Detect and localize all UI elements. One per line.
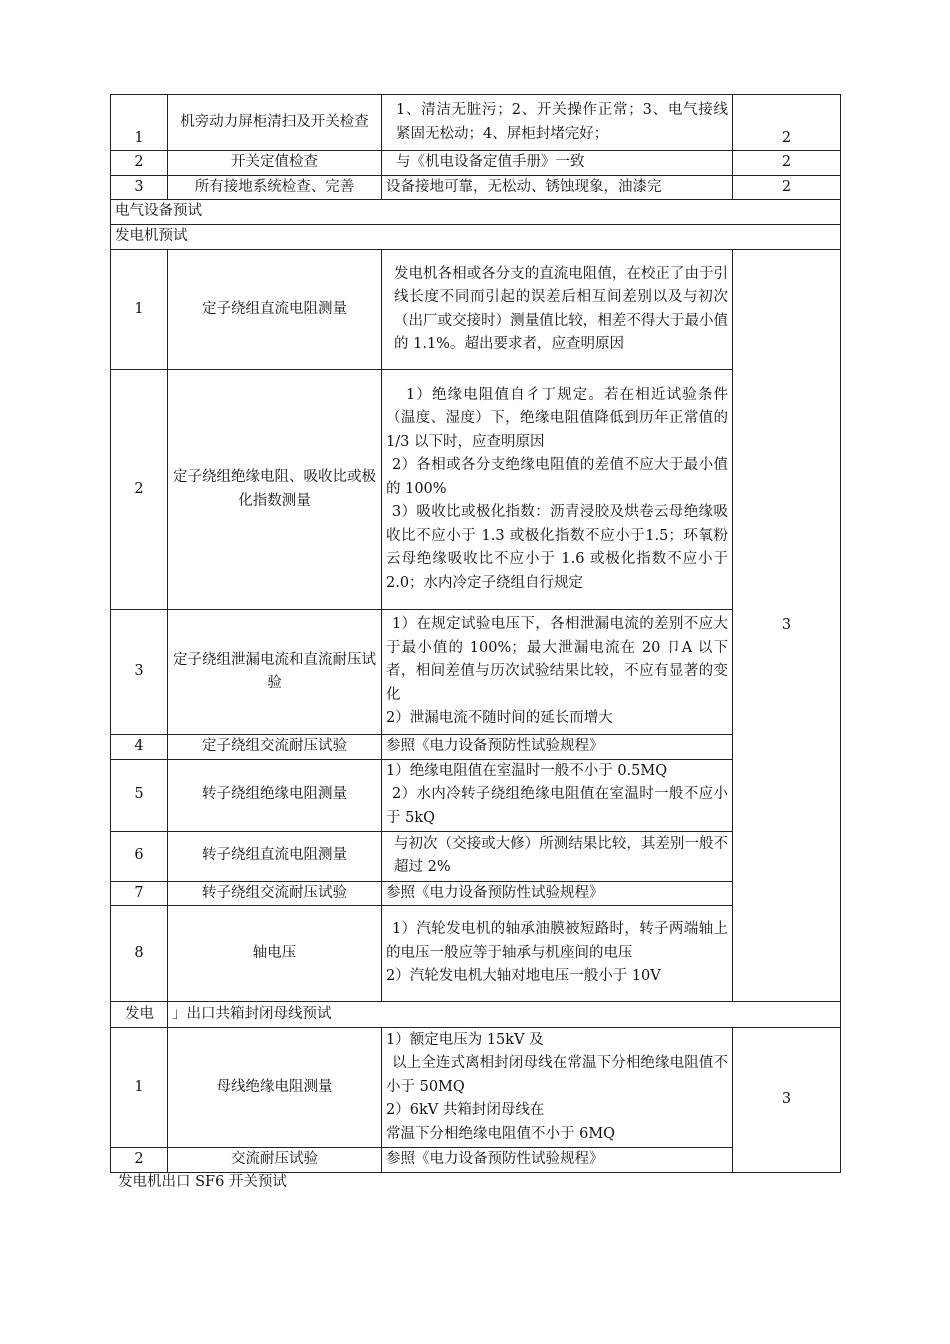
item-requirement: 1）汽轮发电机的轴承油膜被短路时，转子两端轴上的电压一般应等于轴承与机座间的电压 2）汽轮发电机大轴对地电压一般小于 10V — [382, 906, 733, 1002]
item-requirement: 1）绝缘电阻值自彳丁规定。若在相近试验条件（温度、湿度）下，绝缘电阻值降低到历年正常值的 1/3 以下时，应查明原因 2）各相或各分支绝缘电阻值的差值不应大于最小值的 100% 3）吸收比或极化指数：沥青浸胶及烘卷云母绝缘吸收比不应小于 1.3 或极化指数不应小于1.5；环氧粉云母绝缘吸收比不应小于 1.6 或极化指数不应小于 2.0；水内冷定子绕组自行规定 — [382, 370, 733, 610]
item-requirement: 与《机电设备定值手册》一致 — [382, 151, 733, 176]
table-row — [111, 370, 841, 610]
table-row — [111, 610, 841, 735]
item-requirement: 1）额定电压为 15kV 及 以上全连式离相封闭母线在常温下分相绝缘电阻值不小于 50MQ 2）6kV 共箱封闭母线在 常温下分相绝缘电阻值不小于 6MQ — [382, 1028, 733, 1148]
item-name: 轴电压 — [168, 906, 382, 1002]
test-items-table — [110, 94, 841, 1173]
table-row — [111, 1148, 841, 1173]
row-number: 6 — [111, 831, 168, 881]
item-name: 定子绕组交流耐压试验 — [168, 735, 382, 760]
row-number: 1 — [111, 1028, 168, 1148]
item-requirement: 参照《电力设备预防性试验规程》 — [382, 881, 733, 906]
item-score: 3 — [733, 1028, 841, 1173]
row-number: 2 — [111, 370, 168, 610]
item-requirement: 1）绝缘电阻值在室温时一般不小于 0.5MQ 2）水内冷转子绕组绝缘电阻值在室温时一般不应小于 5kQ — [382, 759, 733, 831]
item-requirement: 发电机各相或各分支的直流电阻值，在校正了由于引线长度不同而引起的误差后相互间差别以及与初次（出厂或交接时）测量值比较，相差不得大于最小值的 1.1%。超出要求者，应查明原因 — [382, 250, 733, 370]
item-name: 母线绝缘电阻测量 — [168, 1028, 382, 1148]
item-requirement: 参照《电力设备预防性试验规程》 — [382, 1148, 733, 1173]
row-number: 2 — [111, 151, 168, 176]
item-name: 交流耐压试验 — [168, 1148, 382, 1173]
item-name: 机旁动力屏柜清扫及开关检查 — [168, 95, 382, 151]
table-row — [111, 881, 841, 906]
row-number: 1 — [111, 95, 168, 151]
table-row — [111, 95, 841, 151]
item-name: 定子绕组绝缘电阻、吸收比或极化指数测量 — [168, 370, 382, 610]
item-requirement: 参照《电力设备预防性试验规程》 — [382, 735, 733, 760]
footer-section-title: 发电机出口 SF6 开关预试 — [118, 1174, 287, 1190]
row-number: 8 — [111, 906, 168, 1002]
item-name: 定子绕组泄漏电流和直流耐压试验 — [168, 610, 382, 735]
item-name: 转子绕组交流耐压试验 — [168, 881, 382, 906]
section-heading: 发电机预试 — [111, 225, 841, 250]
section-heading: 电气设备预试 — [111, 200, 841, 225]
table-row — [111, 735, 841, 760]
row-number: 1 — [111, 250, 168, 370]
row-number: 3 — [111, 175, 168, 200]
item-score: 2 — [733, 151, 841, 176]
item-requirement: 与初次（交接或大修）所测结果比较，其差别一般不超过 2% — [382, 831, 733, 881]
table-row — [111, 759, 841, 831]
row-number: 2 — [111, 1148, 168, 1173]
section-heading: 」出口共箱封闭母线预试 — [168, 1002, 841, 1028]
row-number: 3 — [111, 610, 168, 735]
row-number: 7 — [111, 881, 168, 906]
item-score: 3 — [733, 250, 841, 1002]
item-score: 2 — [733, 175, 841, 200]
row-number: 4 — [111, 735, 168, 760]
row-number: 5 — [111, 759, 168, 831]
table-row — [111, 1028, 841, 1148]
item-score: 2 — [733, 95, 841, 151]
item-name: 转子绕组绝缘电阻测量 — [168, 759, 382, 831]
table-row — [111, 831, 841, 881]
item-name: 开关定值检查 — [168, 151, 382, 176]
table-row — [111, 151, 841, 176]
table-row — [111, 906, 841, 1002]
item-name: 定子绕组直流电阻测量 — [168, 250, 382, 370]
item-requirement: 设备接地可靠，无松动、锈蚀现象，油漆完 — [386, 178, 662, 195]
table-row — [111, 175, 841, 200]
table-row — [111, 250, 841, 370]
item-name: 转子绕组直流电阻测量 — [168, 831, 382, 881]
item-requirement: 1、清洁无脏污；2、开关操作正常；3、电气接线紧固无松动；4、屏柜封堵完好； — [382, 95, 733, 151]
section-heading-left: 发电 — [111, 1002, 168, 1028]
item-requirement: 1）在规定试验电压下，各相泄漏电流的差别不应大于最小值的 100%；最大泄漏电流在 20 卩A 以下者，相间差值与历次试验结果比较，不应有显著的变化 2）泄漏电流不随时间的延长而增大 — [382, 610, 733, 735]
item-name: 所有接地系统检查、完善 — [194, 178, 355, 195]
